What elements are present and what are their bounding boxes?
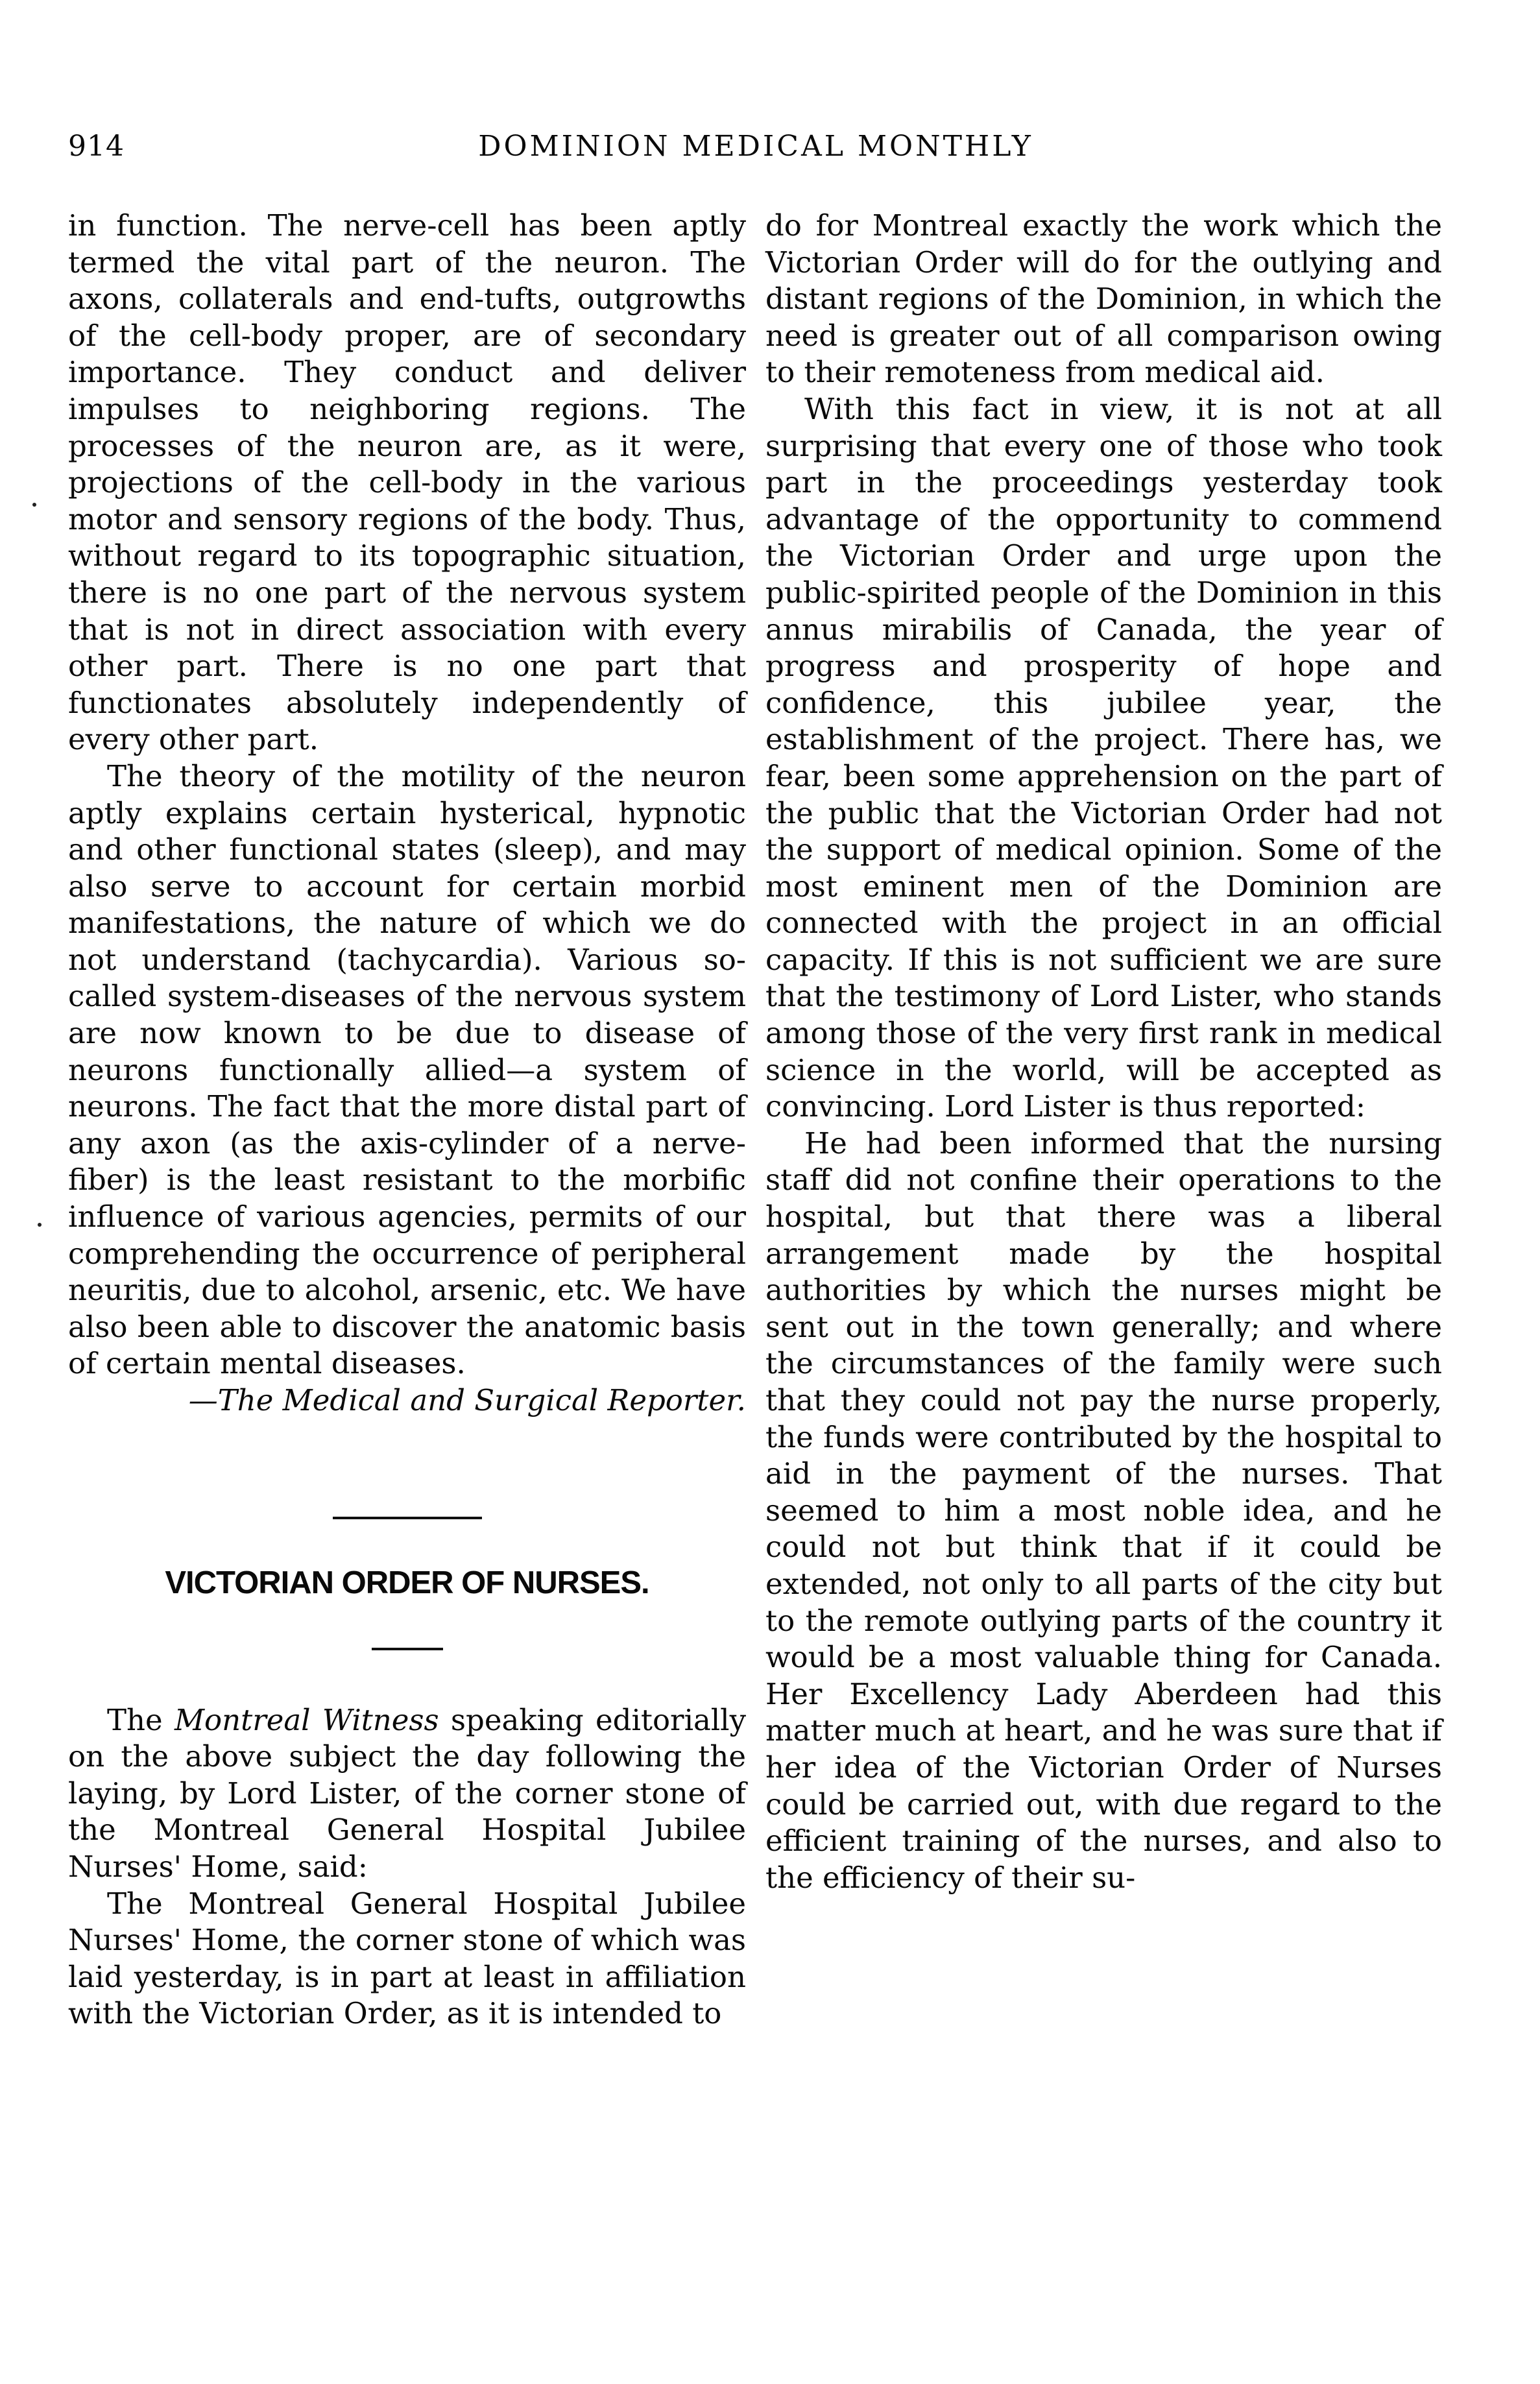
- publication-title: Montreal Witness: [174, 1702, 439, 1737]
- margin-speck: [38, 1223, 42, 1227]
- body-paragraph: do for Montreal exactly the work which the Victorian Order will do for the outlying and distant regions of the Dominion, in which the need is greater out of all comparison owing to their remoteness from medical aid.: [765, 208, 1442, 390]
- journal-title: DOMINION MEDICAL MONTHLY: [478, 130, 1033, 163]
- running-head: [68, 130, 1443, 169]
- para-text: speaking editorially on the above subject the day following the laying, by Lord Lister, of the corner stone of the Montreal General Hospital Jubilee Nurses' Home, said:: [68, 1702, 746, 1884]
- body-paragraph: in function. The nerve-cell has been aptly termed the vital part of the neuron. The axons, collaterals and end-tufts, outgrowths of the cell-body proper, are of secondary importance. They conduct and deliver impulses to neighboring regions. The processes of the neuron are, as it were, projections of the cell-body in the various motor and sensory regions of the body. Thus, without regard to its topographic situation, there is no one part of the nervous system that is not in direct association with every other part. There is no one part that functionates absolutely independently of every other part.: [68, 208, 746, 757]
- body-paragraph: He had been informed that the nursing staff did not confine their operations to the hospital, but that there was a liberal arrangement made by the hospital authorities by which the nurses might be sent out in the town generally; and where the circumstances of the family were such that they could not pay the nurse properly, the funds were contributed by the hospital to aid in the payment of the nurses. That seemed to him a most noble idea, and he could not but think that if it could be extended, not only to all parts of the city but to the remote outlying parts of the country it would be a most valuable thing for Canada. Her Excellency Lady Aberdeen had this matter much at heart, and he was sure that if her idea of the Victorian Order of Nurses could be carried out, with due regard to the efficient training of the nurses, and also to the efficiency of their su-: [765, 1126, 1442, 1895]
- body-paragraph: The theory of the motility of the neuron aptly explains certain hysterical, hypnotic and other functional states (sleep), and may also serve to account for certain morbid manifestations, the nature of which we do not understand (tachycardia). Various so-called system-diseases of the nervous system are now known to be due to disease of neurons functionally allied—a system of neurons. The fact that the more distal part of any axon (as the axis-cylinder of a nerve-fiber) is the least resistant to the morbific influence of various agencies, permits of our comprehending the occurrence of peripheral neuritis, due to alcohol, arsenic, etc. We have also been able to discover the anatomic basis of certain mental diseases.: [68, 758, 746, 1381]
- citation: —The Medical and Surgical Reporter.: [188, 1383, 746, 1417]
- body-paragraph: With this fact in view, it is not at all surprising that every one of those who took part in the proceedings yesterday took advantage of the opportunity to commend the Victorian Order and urge upon the public-spirited people of the Dominion in this annus mirabilis of Canada, the year of progress and prosperity of hope and confidence, this jubilee year, the establishment of the project. There has, we fear, been some apprehension on the part of the public that the Victorian Order had not the support of medical opinion. Some of the most eminent men of the Dominion are connected with the project in an official capacity. If this is not sufficient we are sure that the testimony of Lord Lister, who stands among those of the very first rank in medical science in the world, will be accepted as convincing. Lord Lister is thus reported:: [765, 391, 1442, 1124]
- margin-speck: [32, 503, 36, 507]
- section-divider: [333, 1517, 482, 1519]
- page-number: 914: [68, 130, 125, 163]
- body-paragraph: [68, 1702, 746, 1886]
- body-paragraph: The Montreal General Hospital Jubilee Nurses' Home, the corner stone of which was laid yesterday, is in part at least in affiliation with the Victorian Order, as it is intended to: [68, 1886, 746, 2031]
- right-column: [765, 208, 1442, 1896]
- heading-divider: [372, 1648, 443, 1650]
- section-heading: VICTORIAN ORDER OF NURSES.: [165, 1565, 649, 1600]
- para-text: The: [107, 1702, 174, 1737]
- left-column: [68, 208, 746, 2032]
